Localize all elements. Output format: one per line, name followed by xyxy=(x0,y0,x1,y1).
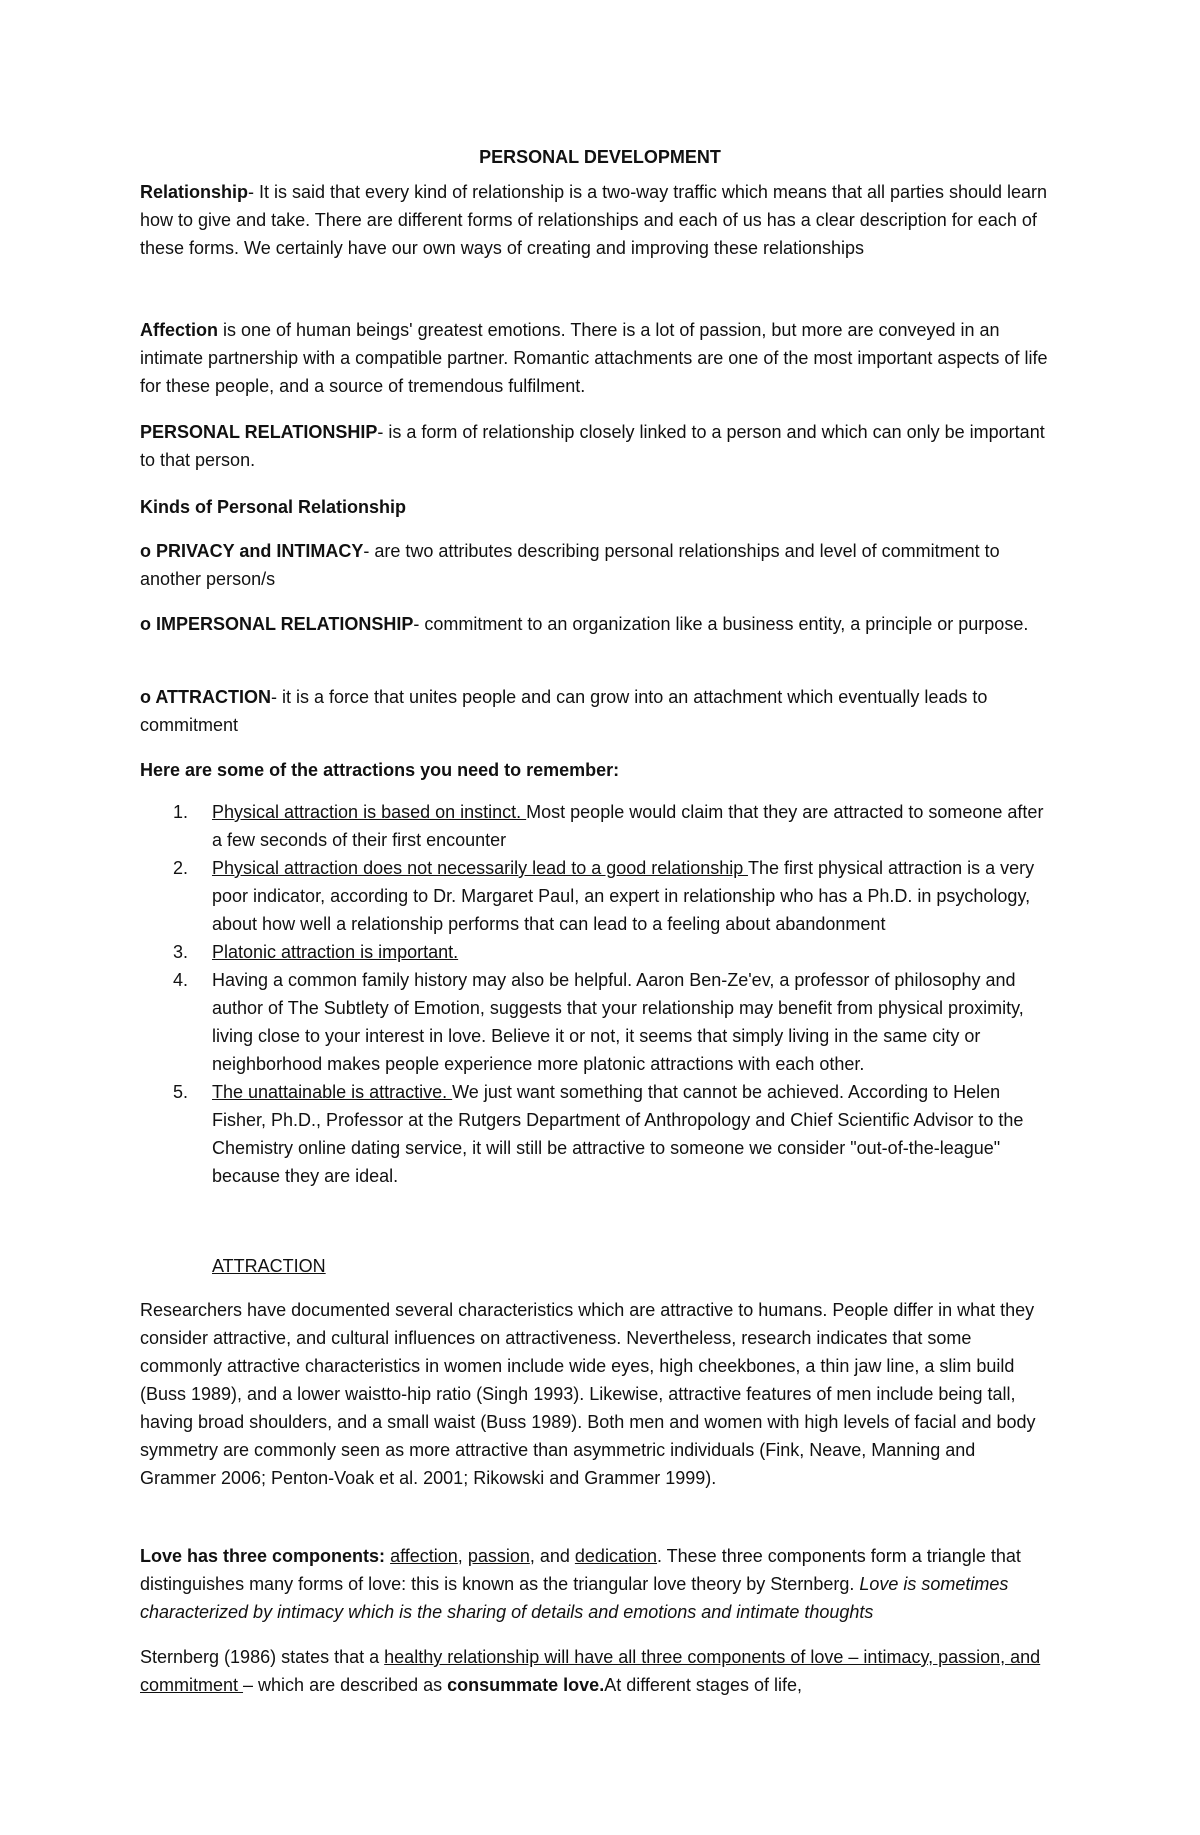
sternberg-paragraph xyxy=(140,1643,1055,1699)
kind-item xyxy=(140,537,1055,593)
list-number: 3. xyxy=(173,942,189,962)
list-item-text: Most people would claim that they are attracted to someone after a few seconds of their first encounter xyxy=(212,802,1044,850)
sternberg-tail: At different stages of life, xyxy=(604,1675,802,1695)
personal-relationship-term: PERSONAL RELATIONSHIP xyxy=(140,422,378,442)
list-item-underlined: Physical attraction is based on instinct. xyxy=(212,802,527,822)
love-component: dedication xyxy=(574,1546,657,1566)
sternberg-lead: Sternberg (1986) states that a xyxy=(140,1647,385,1667)
kind-term: ATTRACTION xyxy=(155,687,271,707)
kind-term: IMPERSONAL RELATIONSHIP xyxy=(156,614,414,634)
love-component: affection xyxy=(390,1546,458,1566)
list-item xyxy=(140,938,1055,966)
sternberg-bold: consummate love. xyxy=(447,1675,605,1695)
list-item xyxy=(140,1078,1055,1190)
affection-paragraph xyxy=(140,316,1055,400)
love-italic: Love is sometimes characterized by intimacy which is the sharing of details and emotions and intimate thoughts xyxy=(140,1574,1009,1622)
kinds-heading-text: Kinds of Personal Relationship xyxy=(140,497,407,517)
relationship-paragraph xyxy=(140,178,1055,262)
love-lead: Love has three components: xyxy=(140,1546,391,1566)
list-item-text: We just want something that cannot be achieved. According to Helen Fisher, Ph.D., Professor at the Rutgers Department of Anthropology and Chief Scientific Advisor to the Chemistry online dating service, it will still be attractive to someone we consider "out-of-the-league" because they are ideal. xyxy=(212,1082,1024,1186)
love-text: . These three components form a triangle that distinguishes many forms of love: this is known as the triangular love theory by Sternberg. xyxy=(140,1546,1021,1594)
list-number: 2. xyxy=(173,858,189,878)
personal-relationship-text: - is a form of relationship closely linked to a person and which can only be important to that person. xyxy=(140,422,1045,470)
relationship-term: Relationship xyxy=(140,182,249,202)
kind-bullet: o xyxy=(140,687,156,707)
page-title: PERSONAL DEVELOPMENT xyxy=(479,147,721,167)
list-item-text: Having a common family history may also be helpful. Aaron Ben-Ze'ev, a professor of philosophy and author of The Subtlety of Emotion, suggests that your relationship may benefit from physical proximity, living close to your interest in love. Believe it or not, it seems that simply living in the same city or neighborhood makes people experience more platonic attractions with each other. xyxy=(212,970,1024,1074)
attractions-list xyxy=(140,798,1055,1190)
sternberg-mid: – which are described as xyxy=(243,1675,448,1695)
researchers-paragraph xyxy=(140,1296,1055,1492)
list-item-underlined: The unattainable is attractive. xyxy=(212,1082,453,1102)
personal-relationship-paragraph xyxy=(140,418,1055,474)
kind-text: - are two attributes describing personal relationships and level of commitment to another person/s xyxy=(140,541,1000,589)
attractions-heading xyxy=(140,756,1055,784)
sternberg-underlined: healthy relationship will have all three components of love – intimacy, passion, and commitment xyxy=(140,1647,1041,1695)
affection-term: Affection xyxy=(140,320,218,340)
kind-item xyxy=(140,683,1055,739)
attractions-heading-text: Here are some of the attractions you need to remember: xyxy=(140,760,620,780)
affection-text: is one of human beings' greatest emotions. There is a lot of passion, but more are conveyed in an intimate partnership with a compatible partner. Romantic attachments are one of the most important aspects of life for these people, and a source of tremendous fulfilment. xyxy=(140,320,1048,396)
kinds-heading xyxy=(140,493,1055,521)
researchers-text: Researchers have documented several characteristics which are attractive to humans. People differ in what they consider attractive, and cultural influences on attractiveness. Nevertheless, research indicates that some commonly attractive characteristics in women include wide eyes, high cheekbones, a thin jaw line, a slim build (Buss 1989), and a lower waistto-hip ratio (Singh 1993). Likewise, attractive features of men include being tall, having broad shoulders, and a small waist (Buss 1989). Both men and women with high levels of facial and body symmetry are commonly seen as more attractive than asymmetric individuals (Fink, Neave, Manning and Grammer 2006; Penton-Voak et al. 2001; Rikowski and Grammer 1999). xyxy=(140,1300,1036,1488)
list-number: 1. xyxy=(173,802,189,822)
kind-bullet: o xyxy=(140,541,156,561)
list-item-underlined: Physical attraction does not necessarily lead to a good relationship xyxy=(212,858,748,878)
list-item xyxy=(140,966,1055,1078)
love-paragraph xyxy=(140,1542,1055,1626)
list-number: 5. xyxy=(173,1082,189,1102)
list-number: 4. xyxy=(173,970,189,990)
list-item xyxy=(140,854,1055,938)
list-item xyxy=(140,798,1055,854)
relationship-text: - It is said that every kind of relationship is a two-way traffic which means that all parties should learn how to give and take. There are different forms of relationships and each of us has a clear description for each of these forms. We certainly have our own ways of creating and improving these relationships xyxy=(140,182,1048,258)
kind-text: - commitment to an organization like a business entity, a principle or purpose. xyxy=(413,614,1029,634)
love-sep: , xyxy=(457,1546,468,1566)
list-item-text: The first physical attraction is a very poor indicator, according to Dr. Margaret Paul, an expert in relationship who has a Ph.D. in psychology, about how well a relationship performs that can lead to a feeling about abandonment xyxy=(212,858,1035,934)
kind-text: - it is a force that unites people and can grow into an attachment which eventually leads to commitment xyxy=(140,687,988,735)
attraction-heading: ATTRACTION xyxy=(212,1256,326,1276)
kind-item xyxy=(140,610,1055,638)
list-item-underlined: Platonic attraction is important. xyxy=(212,942,459,962)
kind-bullet: o xyxy=(140,614,156,634)
love-sep: , and xyxy=(529,1546,575,1566)
kind-term: PRIVACY and INTIMACY xyxy=(156,541,364,561)
love-component: passion xyxy=(467,1546,530,1566)
